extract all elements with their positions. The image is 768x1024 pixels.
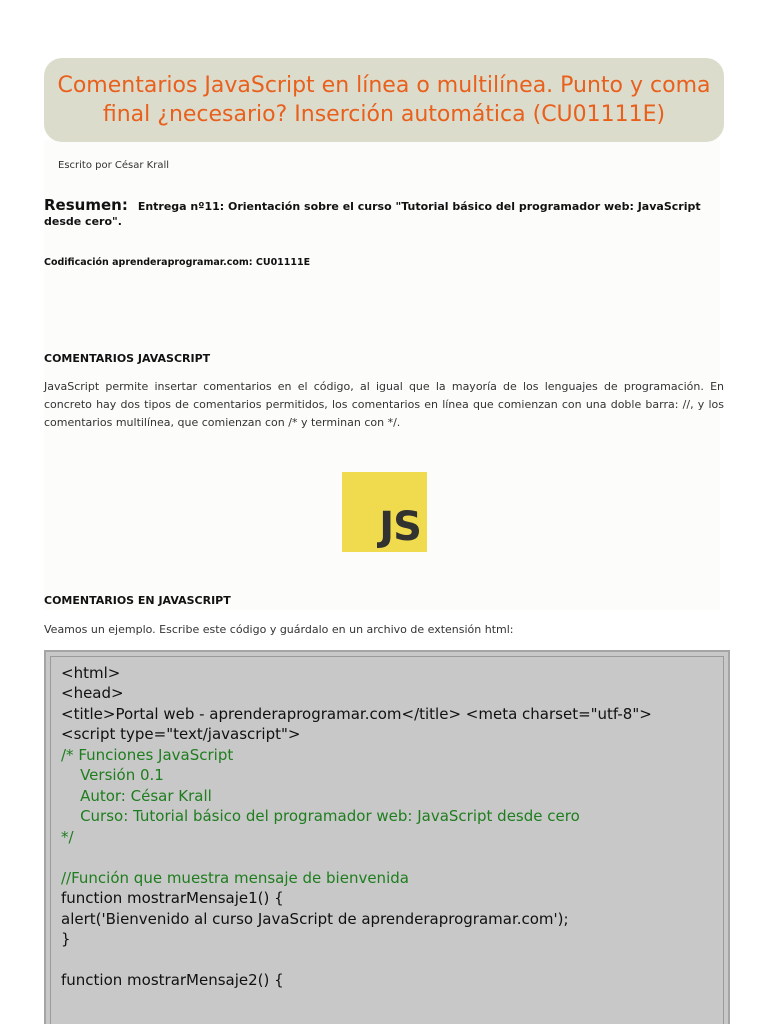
code-line: function mostrarMensaje1() { (61, 889, 284, 907)
code-line: <title>Portal web - aprenderaprogramar.com</title> <meta charset="utf-8"> (61, 705, 652, 723)
code-comment-line: Autor: César Krall (61, 787, 212, 805)
code-comment-line: Versión 0.1 (61, 766, 164, 784)
course-code: Codificación aprenderaprogramar.com: CU01111E (44, 257, 311, 268)
code-comment-line: Curso: Tutorial básico del programador web: JavaScript desde cero (61, 807, 580, 825)
page-title: Comentarios JavaScript en línea o multilínea. Punto y coma final ¿necesario? Inserción automática (CU01111E) (57, 73, 711, 127)
code-line: alert('Bienvenido al curso JavaScript de aprenderaprogramar.com'); (61, 910, 569, 928)
code-block-inner (50, 656, 724, 1024)
code-block (44, 650, 730, 1024)
code-line: <html> (61, 664, 121, 682)
section-paragraph-comentarios: JavaScript permite insertar comentarios en el código, al igual que la mayoría de los lenguajes de programación. En concreto hay dos tipos de comentarios permitidos, los comentarios en línea que comienzan con una doble barra: //, y los comentarios multilínea, que comienzan con /* y terminan con */. (44, 380, 724, 429)
code-line: } (61, 930, 71, 948)
javascript-logo-icon (342, 472, 427, 552)
section-heading-en-javascript: COMENTARIOS EN JAVASCRIPT (44, 594, 231, 607)
code-comment-line: //Función que muestra mensaje de bienvenida (61, 869, 409, 887)
code-comment-line: */ (61, 828, 74, 846)
logo-text: JS (379, 504, 421, 550)
code-line: <head> (61, 684, 124, 702)
code-line: function mostrarMensaje2() { (61, 971, 284, 989)
title-banner (44, 58, 724, 142)
section-paragraph-ejemplo: Veamos un ejemplo. Escribe este código y guárdalo en un archivo de extensión html: (44, 623, 514, 636)
section-heading-comentarios: COMENTARIOS JAVASCRIPT (44, 352, 211, 365)
code-line: <script type="text/javascript"> (61, 725, 301, 743)
summary-label: Resumen: (44, 196, 128, 214)
summary (44, 198, 724, 229)
code-comment-line: /* Funciones JavaScript (61, 746, 234, 764)
author-line: Escrito por César Krall (58, 160, 170, 171)
summary-text: Entrega nº11: Orientación sobre el curso "Tutorial básico del programador web: JavaScript desde cero". (44, 200, 701, 228)
